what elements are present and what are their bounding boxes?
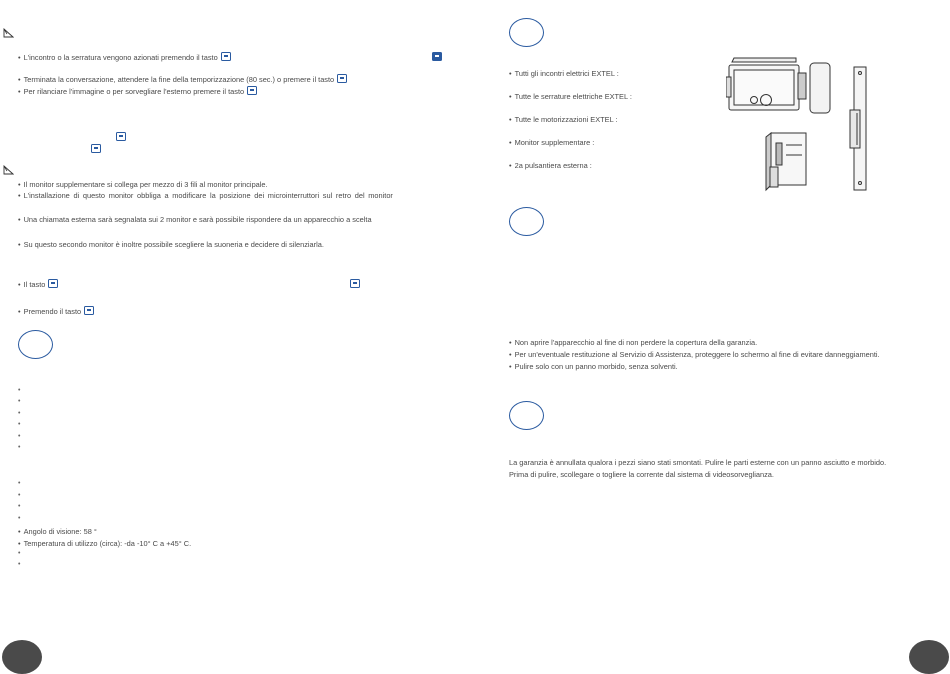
section-circle [509,401,544,430]
bullet: • [18,515,21,522]
accessory-line: • Tutte le serrature elettriche EXTEL : [509,92,632,101]
bullet: • [18,387,21,394]
bullet: • [18,433,21,440]
text-line: • Il tasto [18,279,58,289]
section-circle [18,330,53,359]
accessory-line: • 2a pulsantiera esterna : [509,161,592,170]
spec-line: • Temperatura di utilizzo (circa): -da -10° C a +45° C. [18,539,191,548]
maintenance-line: • Non aprire l'apparecchio al fine di non perdere la copertura della garanzia. [509,338,757,347]
bullet: • [18,398,21,405]
bullet: • [18,421,21,428]
warranty-line: La garanzia è annullata qualora i pezzi siano stati smontati. Pulire le parti esterne con un panno asciutto e morbido. [509,458,887,467]
spec-line: • Angolo di visione: 58 ° [18,527,97,536]
button-key-icon [432,52,442,61]
text-line: • Una chiamata esterna sarà segnalata sui 2 monitor e sarà possibile rispondere da un apparecchio a scelta [18,215,372,224]
bullet: • [18,503,21,510]
text-line: • Il monitor supplementare si collega per mezzo di 3 fili al monitor principale. [18,180,268,189]
text-line: • L'installazione di questo monitor obbliga a modificare la posizione dei microinterruttori sul retro del monitor [18,191,393,200]
bullet: • [18,492,21,499]
text-line: • Terminata la conversazione, attendere la fine della temporizzazione (80 sec.) o premere il tasto [18,74,347,84]
camera-key-icon [247,86,257,95]
text-line: • Premendo il tasto [18,306,94,316]
page-number-circle [909,640,949,674]
section-circle [509,18,544,47]
warning-triangle-icon [3,165,14,175]
hangup-key-icon [48,279,58,288]
section-circle [509,207,544,236]
accessory-line: • Tutte le motorizzazioni EXTEL : [509,115,618,124]
maintenance-line: • Per un'eventuale restituzione al Servizio di Assistenza, proteggere lo schermo al fine di evitare danneggiamenti. [509,350,880,359]
warning-triangle-icon [3,28,14,38]
bullet: • [18,444,21,451]
text-line: • Per rilanciare l'immagine o per sorvegliare l'esterno premere il tasto [18,86,257,96]
bullet: • [18,550,21,557]
hangup-key-icon [84,306,94,315]
lock-illustration [726,55,871,195]
hangup-key-icon [337,74,347,83]
hangup-key-icon [350,279,360,288]
camera-key-icon [91,144,101,153]
accessory-line: • Monitor supplementare : [509,138,594,147]
bullet: • [18,561,21,568]
warranty-line: Prima di pulire, scollegare o togliere la corrente dal sistema di videosorveglianza. [509,470,774,479]
door-key-icon [221,52,231,61]
bullet: • [18,480,21,487]
camera-key-icon [116,132,126,141]
text-line: • L'incontro o la serratura vengono azionati premendo il tasto [18,52,231,62]
bullet: • [18,410,21,417]
maintenance-line: • Pulire solo con un panno morbido, senza solventi. [509,362,678,371]
text-line: • Su questo secondo monitor è inoltre possibile scegliere la suoneria e decidere di silenziarla. [18,240,324,249]
page-number-circle [2,640,42,674]
accessory-line: • Tutti gli incontri elettrici EXTEL : [509,69,619,78]
